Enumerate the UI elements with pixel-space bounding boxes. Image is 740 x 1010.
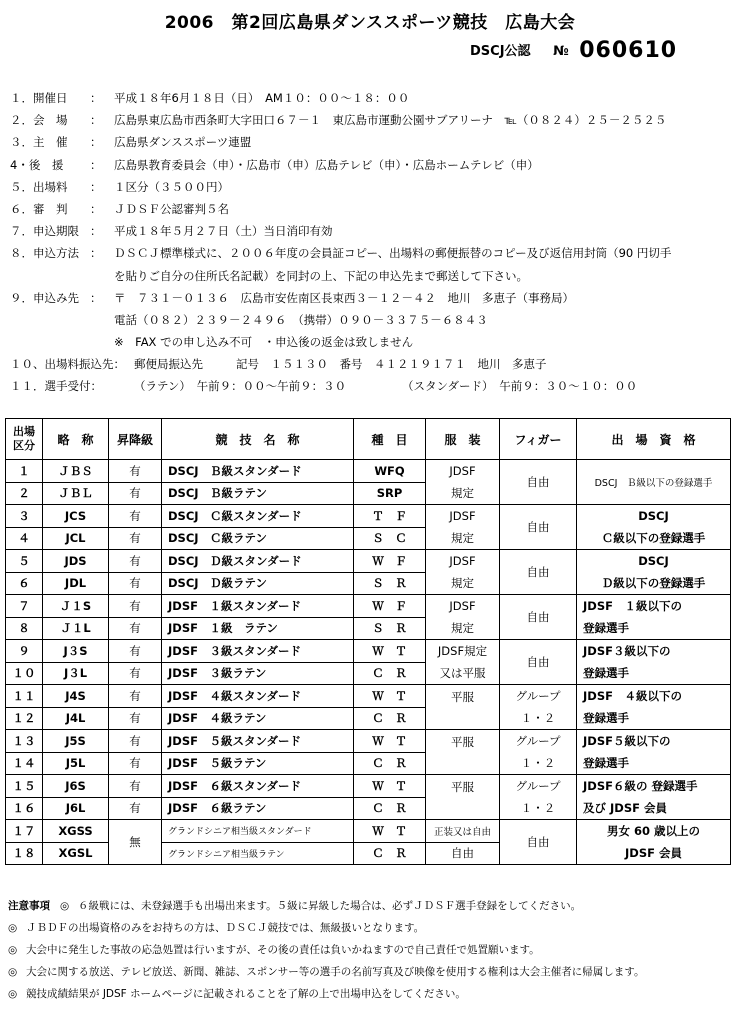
qualification-line: JDSF ４級以下の	[583, 689, 682, 703]
note-text: ６級戦には、未登録選手も出場出来ます。５級に昇級した場合は、必ずＪＤＳＦ選手登録をしてください。	[78, 900, 582, 912]
row-no: １７	[6, 820, 43, 843]
figure-line: １・２	[520, 711, 556, 725]
note-item	[8, 898, 736, 920]
row-no: ７	[6, 595, 43, 618]
row-event: Ｗ Ｔ	[354, 730, 426, 753]
dress-cell	[426, 460, 500, 505]
info-row-method	[10, 241, 735, 263]
row-event: Ｗ Ｆ	[354, 595, 426, 618]
document-title: 2006 第2回広島県ダンススポーツ競技 広島大会	[164, 13, 576, 33]
reception-standard: （スタンダード） 午前９：３０～１０：００	[402, 379, 638, 394]
note-text: 大会に関する放送、テレビ放送、新聞、雑誌、スポンサー等の選手の名前写真及び映像を使用する権利は大会主催者に帰属します。	[26, 966, 645, 978]
dress-cell	[426, 595, 500, 640]
row-abbr: J4L	[43, 707, 109, 730]
row-abbr: J4S	[43, 685, 109, 708]
qualification-line: Ｃ級以下の登録選手	[601, 531, 706, 545]
row-event: Ｃ Ｒ	[354, 842, 426, 865]
bullet-icon: ◎	[8, 988, 18, 1000]
figure-cell: 自由	[500, 820, 577, 865]
dress-cell: 正装又は自由	[426, 820, 500, 843]
event-info	[10, 86, 735, 397]
row-event: Ｓ Ｃ	[354, 527, 426, 550]
info-key: ６．審 判	[10, 201, 68, 216]
col-header-qualification: 出 場 資 格	[577, 419, 731, 460]
row-name: DSCJ Ｂ級ラテン	[162, 482, 354, 505]
figure-cell	[500, 775, 577, 820]
certification-line	[470, 38, 677, 63]
info-value: １区分（３５００円）	[114, 179, 229, 194]
col-header-name: 競 技 名 称	[162, 419, 354, 460]
row-no: １８	[6, 842, 43, 865]
dress-line: JDSF	[449, 599, 476, 613]
row-name: JDSF ４級スタンダード	[162, 685, 354, 708]
row-no: ３	[6, 505, 43, 528]
info-value: 平成１８年6月１８日（日） AM１０：００～１８：００	[114, 91, 410, 105]
table-row	[6, 775, 731, 798]
qualification-cell	[577, 550, 731, 595]
table-row	[6, 595, 731, 618]
info-key: ５．出場料	[10, 179, 68, 194]
row-promotion: 有	[109, 685, 162, 708]
row-promotion: 有	[109, 505, 162, 528]
row-name: JDSF ４級ラテン	[162, 707, 354, 730]
row-abbr: J6S	[43, 775, 109, 798]
qualification-cell	[577, 595, 731, 640]
info-value: ※ FAX での申し込み不可 ・申込後の返金は致しません	[114, 335, 414, 350]
bullet-icon: ◎	[8, 944, 18, 956]
row-name: JDSF ３級スタンダード	[162, 640, 354, 663]
row-abbr: JDS	[43, 550, 109, 573]
figure-line: グループ	[515, 689, 561, 703]
qualification-line: JDSF １級以下の	[583, 599, 682, 613]
row-promotion: 有	[109, 775, 162, 798]
reception-latin: （ラテン） 午前９：００～午前９：３０	[134, 379, 347, 394]
row-event: Ｃ Ｒ	[354, 797, 426, 820]
row-promotion: 有	[109, 550, 162, 573]
figure-line: １・２	[520, 801, 556, 815]
info-value: 電話（０８２）２３９－２４９６ （携帯）０９０－３３７５－６８４３	[114, 312, 488, 327]
qualification-cell	[577, 820, 731, 865]
qualification-line: 男女 60 歳以上の	[606, 824, 700, 838]
table-row	[6, 640, 731, 663]
info-key: ２．会 場	[10, 113, 68, 128]
row-abbr: JCS	[43, 505, 109, 528]
info-colon: ：	[90, 246, 102, 261]
row-no: １２	[6, 707, 43, 730]
row-name: グランドシニア相当級ラテン	[162, 842, 354, 865]
info-key: ８．申込方法	[10, 246, 79, 261]
info-row-method-cont	[10, 264, 735, 286]
row-abbr: JDL	[43, 572, 109, 595]
bullet-icon: ◎	[8, 966, 18, 978]
info-colon: ：	[90, 179, 102, 194]
table-row	[6, 685, 731, 708]
row-no: ８	[6, 617, 43, 640]
note-item	[8, 964, 736, 986]
row-no: １	[6, 460, 43, 483]
row-no: ６	[6, 572, 43, 595]
row-name: JDSF ６級ラテン	[162, 797, 354, 820]
qualification-cell	[577, 730, 731, 775]
figure-cell: 自由	[500, 460, 577, 505]
row-event: Ｃ Ｒ	[354, 707, 426, 730]
info-row-reception	[10, 374, 735, 396]
row-abbr: Ｊ１S	[43, 595, 109, 618]
qualification-line: JDSF６級の 登録選手	[583, 779, 698, 793]
row-event: Ｗ Ｔ	[354, 640, 426, 663]
row-event: Ｓ Ｒ	[354, 572, 426, 595]
row-name: DSCJ Ｃ級スタンダード	[162, 505, 354, 528]
qualification-line: 登録選手	[583, 666, 629, 680]
dress-cell	[426, 640, 500, 685]
row-abbr: J5L	[43, 752, 109, 775]
qualification-line: JDSF 会員	[625, 846, 682, 860]
info-key: １．開催日	[10, 91, 68, 105]
row-name: DSCJ Ｄ級ラテン	[162, 572, 354, 595]
notes-section	[8, 898, 736, 1008]
info-key: １１．選手受付：	[10, 379, 102, 394]
row-abbr: XGSS	[43, 820, 109, 843]
qualification-line: 及び JDSF 会員	[583, 801, 667, 815]
row-abbr: JCL	[43, 527, 109, 550]
info-value: ＪＤＳＦ公認審判５名	[114, 201, 229, 216]
row-abbr: XGSL	[43, 842, 109, 865]
notes-heading: 注意事項	[8, 900, 50, 912]
row-event: Ｗ Ｆ	[354, 550, 426, 573]
info-row-deadline	[10, 219, 735, 241]
row-promotion: 有	[109, 460, 162, 483]
dress-line: JDSF	[449, 509, 476, 523]
row-name: DSCJ Ｄ級スタンダード	[162, 550, 354, 573]
event-table	[5, 418, 731, 865]
row-no: ２	[6, 482, 43, 505]
row-name: DSCJ Ｃ級ラテン	[162, 527, 354, 550]
row-name: JDSF ５級スタンダード	[162, 730, 354, 753]
note-item	[8, 942, 736, 964]
dress-line: 規定	[451, 486, 474, 500]
row-no: ９	[6, 640, 43, 663]
info-colon: ：	[90, 201, 102, 216]
info-row-phone	[10, 308, 735, 330]
qualification-line: JDSF５級以下の	[583, 734, 671, 748]
info-colon: ：	[90, 91, 102, 105]
col-header-figure: フィガー	[500, 419, 577, 460]
qualification-cell	[577, 505, 731, 550]
row-name: JDSF ５級ラテン	[162, 752, 354, 775]
info-row-date	[10, 86, 735, 108]
row-name: JDSF １級スタンダード	[162, 595, 354, 618]
dress-cell	[426, 505, 500, 550]
figure-cell: 自由	[500, 550, 577, 595]
row-event: Ｗ Ｔ	[354, 820, 426, 843]
info-key: 4・後 援	[10, 157, 64, 172]
note-text: 大会中に発生した事故の応急処置は行いますが、その後の責任は負いかねますので自己責任で処置願います。	[26, 944, 540, 956]
row-no: １３	[6, 730, 43, 753]
info-colon: ：	[90, 113, 102, 128]
row-promotion: 有	[109, 640, 162, 663]
figure-cell	[500, 730, 577, 775]
info-key: ３．主 催	[10, 135, 68, 150]
info-value: 平成１８年５月２７日（土）当日消印有効	[114, 224, 333, 239]
note-text: ＪＢＤＦの出場資格のみをお持ちの方は、ＤＳＣＪ競技では、無級扱いとなります。	[26, 922, 425, 934]
table-row	[6, 730, 731, 753]
info-key: ９．申込み先	[10, 290, 79, 305]
row-abbr: J３S	[43, 640, 109, 663]
cert-number: 060610	[579, 38, 678, 63]
row-promotion: 有	[109, 527, 162, 550]
row-abbr: J6L	[43, 797, 109, 820]
table-row	[6, 505, 731, 528]
row-event: Ｃ Ｒ	[354, 752, 426, 775]
bullet-icon: ◎	[8, 922, 18, 934]
figure-cell: 自由	[500, 505, 577, 550]
row-no: ５	[6, 550, 43, 573]
row-event: Ｗ Ｔ	[354, 775, 426, 798]
table-row	[6, 820, 731, 843]
col-header-event: 種 目	[354, 419, 426, 460]
row-name: JDSF ３級ラテン	[162, 662, 354, 685]
qualification-line: DSCJ	[638, 509, 669, 523]
dress-line: JDSF	[449, 464, 476, 478]
info-row-address	[10, 286, 735, 308]
qualification-cell: DSCJ Ｂ級以下の登録選手	[577, 460, 731, 505]
note-item	[8, 920, 736, 942]
row-no: １１	[6, 685, 43, 708]
dress-cell: 自由	[426, 842, 500, 865]
qualification-cell	[577, 640, 731, 685]
row-event: Ｃ Ｒ	[354, 662, 426, 685]
note-text: 競技成績結果が JDSF ホームページに記載されることを了解の上で出場申込をしてください。	[26, 988, 466, 1000]
qualification-line: DSCJ	[638, 554, 669, 568]
info-key: ７．申込期限	[10, 224, 79, 239]
cert-no-mark: №	[553, 44, 569, 59]
row-abbr: ＪＢＳ	[43, 460, 109, 483]
row-no: １６	[6, 797, 43, 820]
dress-cell	[426, 550, 500, 595]
row-name: JDSF ６級スタンダード	[162, 775, 354, 798]
row-no: １５	[6, 775, 43, 798]
row-promotion: 有	[109, 595, 162, 618]
figure-line: グループ	[515, 779, 561, 793]
dress-line: 規定	[451, 621, 474, 635]
figure-cell: 自由	[500, 595, 577, 640]
info-key: １０、出場料振込先：	[10, 357, 125, 372]
row-event: WFQ	[354, 460, 426, 483]
row-event: SRP	[354, 482, 426, 505]
qualification-line: 登録選手	[583, 756, 629, 770]
info-row-support	[10, 153, 735, 175]
dress-cell: 平服	[426, 685, 500, 730]
bullet-icon: ◎	[60, 900, 70, 912]
row-event: Ｔ Ｆ	[354, 505, 426, 528]
info-row-organizer	[10, 130, 735, 152]
dress-cell: 平服	[426, 730, 500, 775]
info-value: 〒 ７３１－０１３６ 広島市安佐南区長束西３－１２－４２ 地川 多恵子（事務局）	[114, 290, 574, 305]
transfer-account: 記号 １５１３０ 番号 ４１２１９１７１ 地川 多恵子	[236, 357, 547, 372]
row-promotion: 有	[109, 707, 162, 730]
qualification-line: JDSF３級以下の	[583, 644, 671, 658]
info-value: ＤＳＣＪ標準様式に、２００６年度の会員証コピー、出場料の郵便振替のコピー及び返信用封筒（90 円切手	[114, 246, 672, 261]
info-colon: ：	[90, 135, 102, 150]
qualification-line: 登録選手	[583, 711, 629, 725]
table-row	[6, 550, 731, 573]
row-event: Ｓ Ｒ	[354, 617, 426, 640]
info-colon: ：	[90, 290, 102, 305]
figure-line: グループ	[515, 734, 561, 748]
figure-cell: 自由	[500, 640, 577, 685]
table-row	[6, 460, 731, 483]
qualification-cell	[577, 685, 731, 730]
info-row-fee	[10, 175, 735, 197]
dress-cell: 平服	[426, 775, 500, 820]
row-promotion: 有	[109, 730, 162, 753]
qualification-line: 登録選手	[583, 621, 629, 635]
row-promotion: 有	[109, 752, 162, 775]
col-header-promotion: 昇降級	[109, 419, 162, 460]
row-name: JDSF １級 ラテン	[162, 617, 354, 640]
row-abbr: ＪＢＬ	[43, 482, 109, 505]
qualification-cell	[577, 775, 731, 820]
row-name: グランドシニア相当級スタンダード	[162, 820, 354, 843]
dress-line: JDSF規定	[437, 644, 488, 658]
qualification-line: Ｄ級以下の登録選手	[601, 576, 706, 590]
row-abbr: J5S	[43, 730, 109, 753]
info-row-transfer	[10, 352, 735, 374]
row-promotion: 有	[109, 572, 162, 595]
row-promotion: 有	[109, 797, 162, 820]
dress-line: JDSF	[449, 554, 476, 568]
table-header-row	[6, 419, 731, 460]
row-no: １４	[6, 752, 43, 775]
row-name: DSCJ Ｂ級スタンダード	[162, 460, 354, 483]
info-colon: ：	[90, 224, 102, 239]
cert-label: DSCJ公認	[470, 44, 531, 59]
row-promotion: 有	[109, 662, 162, 685]
dress-line: 規定	[451, 531, 474, 545]
col-header-dress: 服 装	[426, 419, 500, 460]
figure-line: １・２	[520, 756, 556, 770]
info-value: 広島県ダンススポーツ連盟	[114, 135, 252, 150]
col-header-no: 出場区分	[6, 419, 43, 460]
row-no: ４	[6, 527, 43, 550]
note-item	[8, 986, 736, 1008]
row-promotion: 有	[109, 617, 162, 640]
info-value: 広島県東広島市西条町大字田口６７－１ 東広島市運動公園サブアリーナ ℡（０８２４）２５－２５２５	[114, 113, 667, 128]
dress-line: 規定	[451, 576, 474, 590]
row-abbr: J３L	[43, 662, 109, 685]
info-colon: ：	[90, 157, 102, 172]
info-row-fax-note	[10, 330, 735, 352]
figure-cell	[500, 685, 577, 730]
row-abbr: Ｊ１L	[43, 617, 109, 640]
info-row-judges	[10, 197, 735, 219]
info-row-venue	[10, 108, 735, 130]
info-value: 広島県教育委員会（申）・広島市（申）広島テレビ（申）・広島ホームテレビ（申）	[114, 157, 539, 172]
col-header-abbr: 略 称	[43, 419, 109, 460]
row-no: １０	[6, 662, 43, 685]
transfer-type: 郵便局振込先	[134, 357, 203, 372]
row-promotion: 無	[109, 820, 162, 865]
row-event: Ｗ Ｔ	[354, 685, 426, 708]
info-value: を貼りご自分の住所氏名記載）を同封の上、下記の申込先まで郵送して下さい。	[114, 268, 528, 283]
dress-line: 又は平服	[439, 666, 486, 680]
row-promotion: 有	[109, 482, 162, 505]
